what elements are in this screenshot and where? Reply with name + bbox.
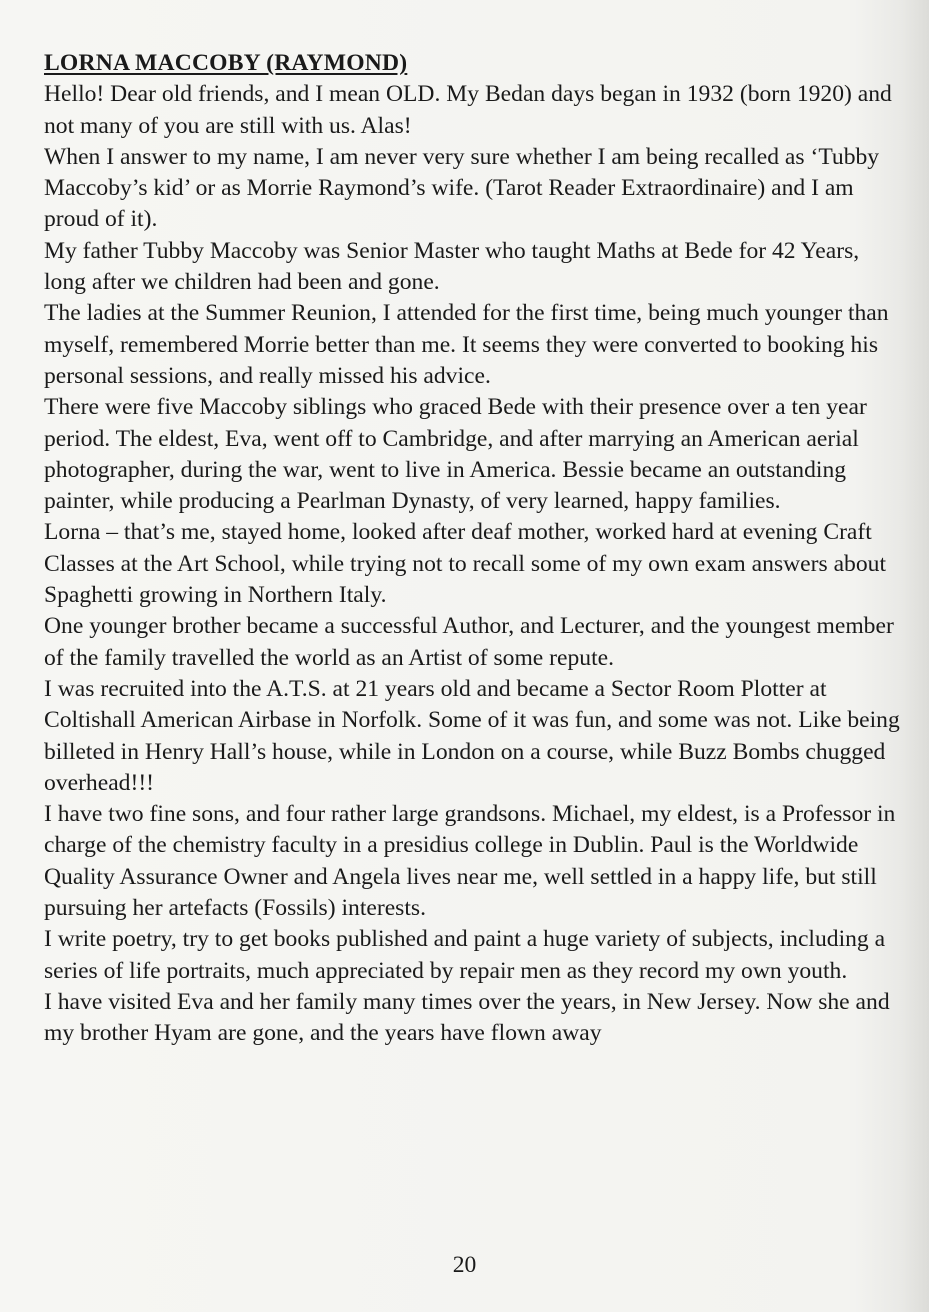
paragraph-7: One younger brother became a successful Author, and Lecturer, and the youngest member of the family travelled the world as an Artist of some repute.	[44, 613, 894, 671]
paragraph-10: I write poetry, try to get books published and paint a huge variety of subjects, including a series of life portraits, much appreciated by repair men as they record my own youth.	[44, 926, 886, 984]
page-number: 20	[452, 1252, 477, 1278]
paragraph-4: The ladies at the Summer Reunion, I attended for the first time, being much younger than myself, remembered Morrie better than me. It seems they were converted to booking his personal sessions, and really missed his advice.	[44, 300, 889, 389]
paragraph-1: Hello! Dear old friends, and I mean OLD. My Bedan days began in 1932 (born 1920) and not many of you are still with us. Alas!	[44, 81, 892, 139]
paragraph-5: There were five Maccoby siblings who graced Bede with their presence over a ten year period. The eldest, Eva, went off to Cambridge, and after marrying an American aerial photographer, during the war, went to live in America. Bessie became an outstanding painter, while producing a Pearlman Dynasty, of very learned, happy families.	[44, 394, 867, 515]
paragraph-2: When I answer to my name, I am never very sure whether I am being recalled as ‘Tubby Maccoby’s kid’ or as Morrie Raymond’s wife. (Tarot Reader Extraordinaire) and I am proud of it).	[44, 143, 880, 233]
paragraph-8: I was recruited into the A.T.S. at 21 years old and became a Sector Room Plotter at Coltishall American Airbase in Norfolk. Some of it was fun, and some was not. Like being billeted in Henry Hall’s house, while in London on a course, while Buzz Bombs chugged overhead!!!	[44, 675, 900, 796]
article-title: LORNA MACCOBY (RAYMOND)	[44, 50, 408, 76]
article	[44, 48, 904, 1050]
paragraph-3: My father Tubby Maccoby was Senior Master who taught Maths at Bede for 42 Years, long after we children had been and gone.	[44, 237, 860, 296]
paragraph-11: I have visited Eva and her family many times over the years, in New Jersey. Now she and my brother Hyam are gone, and the years have flown away	[44, 988, 890, 1047]
paragraph-9: I have two fine sons, and four rather large grandsons. Michael, my eldest, is a Professor in charge of the chemistry faculty in a presidius college in Dublin. Paul is the Worldwide Quality Assurance Owner and Angela lives near me, well settled in a happy life, but still pursuing her artefacts (Fossils) interests.	[44, 801, 896, 922]
paragraph-6: Lorna – that’s me, stayed home, looked after deaf mother, worked hard at evening Craft Classes at the Art School, while trying not to recall some of my own exam answers about Spaghetti growing in Northern Italy.	[44, 519, 887, 609]
